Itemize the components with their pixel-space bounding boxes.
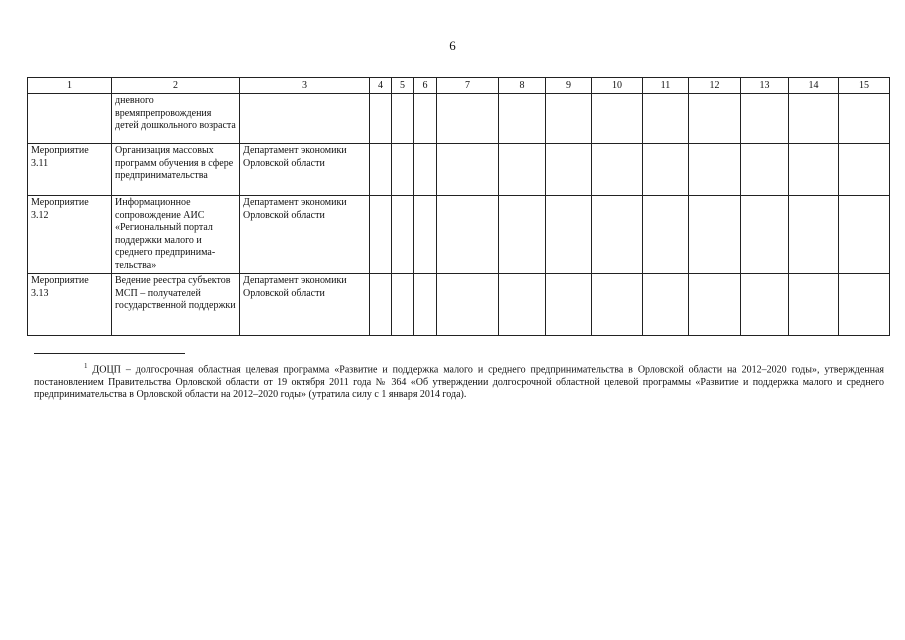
header-row: [28, 78, 890, 94]
empty-cell: [789, 94, 839, 144]
empty-cell: [414, 144, 437, 196]
empty-cell: [370, 144, 392, 196]
empty-cell: [546, 196, 592, 274]
header-cell: 1: [28, 78, 112, 94]
header-cell: 14: [789, 78, 839, 94]
program-table: [27, 77, 890, 336]
empty-cell: [592, 94, 643, 144]
header-cell: 4: [370, 78, 392, 94]
empty-cell: [689, 94, 741, 144]
empty-cell: [689, 144, 741, 196]
empty-cell: [392, 274, 414, 336]
event-label-cell: Мероприятие 3.11: [28, 144, 112, 196]
event-label-cell: Мероприятие 3.13: [28, 274, 112, 336]
empty-cell: [689, 196, 741, 274]
empty-cell: [437, 196, 499, 274]
empty-cell: [643, 144, 689, 196]
empty-cell: [839, 274, 890, 336]
empty-cell: [789, 196, 839, 274]
empty-cell: [592, 196, 643, 274]
footnote-separator: [34, 353, 185, 354]
empty-cell: [414, 274, 437, 336]
empty-cell: [741, 144, 789, 196]
event-description-cell: дневного времяпрепровождения детей дошкольного возраста: [112, 94, 240, 144]
event-label-cell: Мероприятие 3.12: [28, 196, 112, 274]
event-description-cell: Организация массовых программ обучения в сфере предпринимательства: [112, 144, 240, 196]
empty-cell: [437, 94, 499, 144]
footnote-text: ДОЦП – долгосрочная областная целевая программа «Развитие и поддержка малого и среднего предпринимательства в Орловской области на 2012–2020 годы», утвержденная постановлением Правительства Орловской области от 19 октября 2011 года № 364 «Об утверждении долгосрочной областной целевой программы «Развитие и поддержка малого и среднего предпринимательства в Орловской области на 2012–2020 годы» (утратила силу с 1 января 2014 года).: [34, 364, 885, 401]
empty-cell: [370, 94, 392, 144]
table-row: [28, 144, 890, 196]
empty-cell: [689, 274, 741, 336]
header-cell: 12: [689, 78, 741, 94]
empty-cell: [370, 274, 392, 336]
footnote: [34, 360, 884, 402]
empty-cell: [592, 274, 643, 336]
header-cell: 6: [414, 78, 437, 94]
empty-cell: [392, 144, 414, 196]
event-description-cell: Информационное сопровождение АИС «Региональный портал поддержки малого и среднего предпринима-тельства»: [112, 196, 240, 274]
header-cell: 7: [437, 78, 499, 94]
header-cell: 3: [240, 78, 370, 94]
empty-cell: [546, 94, 592, 144]
header-cell: 11: [643, 78, 689, 94]
empty-cell: [392, 94, 414, 144]
empty-cell: [741, 94, 789, 144]
empty-cell: [546, 144, 592, 196]
header-cell: 5: [392, 78, 414, 94]
empty-cell: [370, 196, 392, 274]
empty-cell: [437, 274, 499, 336]
responsible-cell: Департамент экономики Орловской области: [240, 144, 370, 196]
header-cell: 9: [546, 78, 592, 94]
empty-cell: [741, 274, 789, 336]
empty-cell: [789, 274, 839, 336]
event-label-cell: [28, 94, 112, 144]
page-number: 6: [449, 38, 456, 53]
footnote-marker: 1: [84, 362, 88, 370]
responsible-cell: Департамент экономики Орловской области: [240, 196, 370, 274]
empty-cell: [499, 196, 546, 274]
empty-cell: [437, 144, 499, 196]
header-cell: 13: [741, 78, 789, 94]
empty-cell: [643, 196, 689, 274]
header-cell: 8: [499, 78, 546, 94]
empty-cell: [414, 196, 437, 274]
empty-cell: [546, 274, 592, 336]
empty-cell: [839, 94, 890, 144]
empty-cell: [643, 94, 689, 144]
empty-cell: [592, 144, 643, 196]
header-cell: 2: [112, 78, 240, 94]
responsible-cell: [240, 94, 370, 144]
event-description-cell: Ведение реестра субъектов МСП – получателей государственной поддержки: [112, 274, 240, 336]
empty-cell: [789, 144, 839, 196]
empty-cell: [643, 274, 689, 336]
empty-cell: [499, 274, 546, 336]
header-cell: 10: [592, 78, 643, 94]
header-cell: 15: [839, 78, 890, 94]
empty-cell: [499, 94, 546, 144]
table-row: [28, 196, 890, 274]
table-row: [28, 274, 890, 336]
empty-cell: [839, 144, 890, 196]
empty-cell: [741, 196, 789, 274]
empty-cell: [499, 144, 546, 196]
empty-cell: [414, 94, 437, 144]
responsible-cell: Департамент экономики Орловской области: [240, 274, 370, 336]
empty-cell: [839, 196, 890, 274]
empty-cell: [392, 196, 414, 274]
table-row: [28, 94, 890, 144]
